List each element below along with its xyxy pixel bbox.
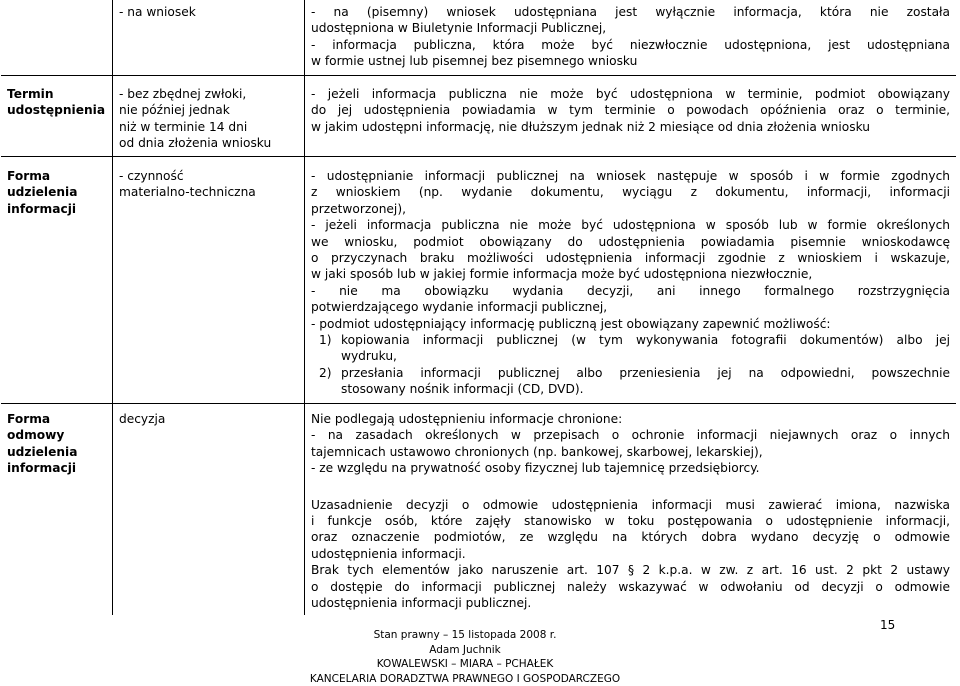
description-line: - podmiot udostępniający informację publiczną jest obowiązany zapewnić możliwość: xyxy=(311,316,831,331)
item-line: kopiowania informacji publicznej (w tym wykonywania fotografii dokumentów) albo jej xyxy=(341,333,950,348)
description-line: oraz oznaczenie podmiotów, ze względu na których dobra wydano decyzję o odmowie xyxy=(311,530,950,545)
paragraph-gap xyxy=(311,477,950,497)
criterion-text: - na wniosek xyxy=(119,5,196,19)
numbered-item xyxy=(311,365,950,398)
criterion-text: - bez zbędnej zwłoki, xyxy=(119,87,247,101)
description-line: w jaki sposób lub w jakiej formie informacja może być udostępniona niezwłocznie, xyxy=(311,267,813,282)
row-refusal xyxy=(1,404,956,616)
numbered-item xyxy=(311,332,950,365)
description-line: w jakim udostępni informację, nie dłuższym jednak niż 2 miesiące od dnia złożenia wniosku xyxy=(311,119,870,134)
criterion-text: niż w terminie 14 dni xyxy=(119,119,248,134)
row-deadline xyxy=(1,76,956,157)
page-number: 15 xyxy=(880,618,896,632)
footer-line: Adam Juchnik xyxy=(429,643,501,656)
label-line: informacji xyxy=(7,461,77,476)
description-line: we wniosku, podmiot obowiązany do udostępnienia powiadamia pisemnie wnioskodawcę xyxy=(311,234,950,249)
row-criterion xyxy=(113,157,305,404)
label-line: Forma xyxy=(7,169,51,183)
description-line: przetworzonej), xyxy=(311,201,406,216)
legal-table xyxy=(1,0,956,615)
description-line: w formie ustnej lub pisemnej bez pisemnego wniosku xyxy=(311,54,638,69)
row-on-request xyxy=(1,0,956,76)
item-line: przesłania informacji publicznej albo przeniesienia jej na odpowiedni, powszechnie xyxy=(341,365,950,380)
description-line: - na (pisemny) wniosek udostępniana jest wyłącznie informacja, która nie została xyxy=(311,5,950,19)
item-number: 2) xyxy=(319,365,332,380)
row-description xyxy=(305,76,957,157)
item-number: 1) xyxy=(319,333,332,348)
label-line: Termin xyxy=(7,87,54,101)
description-line: Uzasadnienie decyzji o odmowie udostępnienia informacji musi zawierać imiona, nazwiska xyxy=(311,497,950,512)
label-line: informacji xyxy=(7,201,77,216)
row-criterion xyxy=(113,404,305,616)
description-line: udostępniona w Biuletynie Informacji Publicznej, xyxy=(311,21,607,36)
description-line: - jeżeli informacja publiczna nie może być udostępniona w sposób lub w formie określonych xyxy=(311,218,950,233)
item-text xyxy=(341,332,950,365)
description-line: Brak tych elementów jako naruszenie art. 107 § 2 k.p.a. w zw. z art. 16 ust. 2 pkt 2 ustawy xyxy=(311,563,950,578)
row-label xyxy=(1,76,113,157)
footer-line: KANCELARIA DORADZTWA PRAWNEGO I GOSPODARCZEGO xyxy=(309,672,621,685)
label-line: udostępnienia xyxy=(7,103,106,118)
criterion-text: od dnia złożenia wniosku xyxy=(119,136,272,151)
row-label xyxy=(1,404,113,616)
description-line: i funkcje osób, które zajęły stanowisko w toku postępowania o udostępnienie informacji, xyxy=(311,514,950,529)
description-line: - informacja publiczna, która może być niezwłocznie udostępniona, jest udostępniana xyxy=(311,37,950,52)
label-line: udzielenia xyxy=(7,444,78,459)
description-line: - udostępnianie informacji publicznej na wniosek następuje w sposób i w formie zgodnych xyxy=(311,169,950,183)
description-line: udostępnienia informacji. xyxy=(311,546,466,561)
label-line: Forma xyxy=(7,412,51,426)
footer-line: Stan prawny – 15 listopada 2008 r. xyxy=(373,629,557,641)
row-criterion xyxy=(113,76,305,157)
row-label xyxy=(1,157,113,404)
row-label xyxy=(1,0,113,76)
footer-line: KOWALEWSKI – MIARA – PCHAŁEK xyxy=(376,658,554,671)
description-line: potwierdzającego wydanie informacji publicznej, xyxy=(311,300,608,315)
row-criterion xyxy=(113,0,305,76)
criterion-text: nie później jednak xyxy=(119,103,230,118)
row-description xyxy=(305,157,957,404)
description-line: o dostępie do informacji publicznej należy wskazywać w odwołaniu od decyzji o odmowie xyxy=(311,579,950,594)
description-line: udostępnienia informacji publicznej. xyxy=(311,596,532,611)
criterion-text: - czynność xyxy=(119,169,184,183)
criterion-text: decyzja xyxy=(119,412,166,426)
description-line: do jej udostępnienia powiadamia w tym terminie o powodach opóźnienia oraz o terminie, xyxy=(311,103,950,118)
description-line: tajemnicach ustawowo chronionych (np. bankowej, skarbowej, lekarskiej), xyxy=(311,444,763,459)
description-line: - jeżeli informacja publiczna nie może być udostępniona w terminie, podmiot obowiązany xyxy=(311,87,950,101)
page-footer xyxy=(300,628,630,686)
criterion-text: materialno-techniczna xyxy=(119,185,256,200)
description-line: - nie ma obowiązku wydania decyzji, ani innego formalnego rozstrzygnięcia xyxy=(311,283,950,298)
row-form xyxy=(1,157,956,404)
description-line: o przyczynach braku możliwości udostępnienia informacji zgodnie z wnioskiem i wskazuje, xyxy=(311,251,950,266)
description-line: z wnioskiem (np. wydanie dokumentu, wyciągu z dokumentu, informacji, informacji xyxy=(311,185,950,200)
item-line: wydruku, xyxy=(341,349,397,364)
item-text xyxy=(341,365,950,398)
description-line: - na zasadach określonych w przepisach o ochronie informacji niejawnych oraz o innych xyxy=(311,428,950,443)
description-line: - ze względu na prywatność osoby fizycznej lub tajemnicę przedsiębiorcy. xyxy=(311,461,760,476)
row-description xyxy=(305,404,957,616)
row-description xyxy=(305,0,957,76)
description-line: Nie podlegają udostępnieniu informacje chronione: xyxy=(311,412,623,426)
label-line: udzielenia xyxy=(7,185,78,200)
label-line: odmowy xyxy=(7,428,65,443)
item-line: stosowany nośnik informacji (CD, DVD). xyxy=(341,382,584,397)
